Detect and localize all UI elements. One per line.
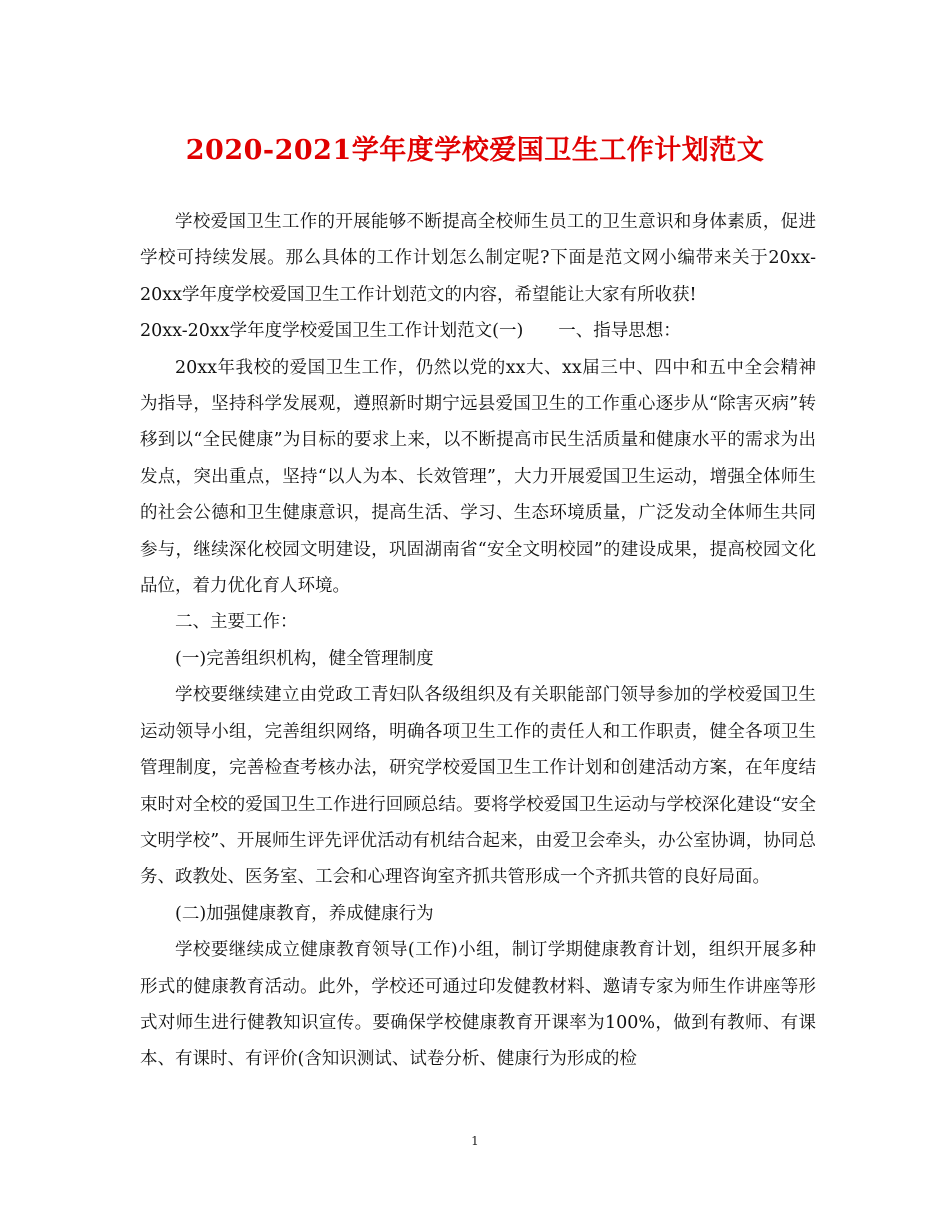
paragraph-intro: 学校爱国卫生工作的开展能够不断提高全校师生员工的卫生意识和身体素质，促进学校可持续发展。那么具体的工作计划怎么制定呢?下面是范文网小编带来关于20xx-20xx学年度学校爱国卫生工作计划范文的内容，希望能让大家有所收获! (140, 212, 816, 305)
paragraph-subheading-2: (二)加强健康教育，养成健康行为 (175, 903, 434, 924)
paragraph-health-education: 学校要继续成立健康教育领导(工作)小组，制订学期健康教育计划，组织开展多种形式的健康教育活动。此外，学校还可通过印发健教材料、邀请专家为师生作讲座等形式对师生进行健教知识宣传。要确保学校健康教育开课率为100%，做到有教师、有课本、有课时、有评价(含知识测试、试卷分析、健康行为形成的检 (140, 940, 816, 1070)
document-body (140, 204, 816, 1078)
paragraph-main-work-heading: 二、主要工作： (175, 612, 298, 633)
page-number: 1 (471, 1134, 479, 1148)
document-title: 2020-2021学年度学校爱国卫生工作计划范文 (185, 135, 765, 166)
paragraph-guiding-ideology: 20xx年我校的爱国卫生工作，仍然以党的xx大、xx届三中、四中和五中全会精神为指导，坚持科学发展观，遵照新时期宁远县爱国卫生的工作重心逐步从“除害灭病”转移到以“全民健康”为目标的要求上来，以不断提高市民生活质量和健康水平的需求为出发点，突出重点，坚持“以人为本、长效管理”，大力开展爱国卫生运动，增强全体师生的社会公德和卫生健康意识，提高生活、学习、生态环境质量，广泛发动全体师生共同参与，继续深化校园文明建设，巩固湖南省“安全文明校园”的建设成果，提高校园文化品位，着力优化育人环境。 (140, 357, 816, 597)
paragraph-section-heading: 20xx-20xx学年度学校爱国卫生工作计划范文(一) 一、指导思想： (140, 321, 681, 342)
paragraph-subheading-1: (一)完善组织机构，健全管理制度 (175, 648, 434, 669)
paragraph-organization: 学校要继续建立由党政工青妇队各级组织及有关职能部门领导参加的学校爱国卫生运动领导小组，完善组织网络，明确各项卫生工作的责任人和工作职责，健全各项卫生管理制度，完善检查考核办法，研究学校爱国卫生工作计划和创建活动方案，在年度结束时对全校的爱国卫生工作进行回顾总结。要将学校爱国卫生运动与学校深化建设“安全文明学校”、开展师生评先评优活动有机结合起来，由爱卫会牵头，办公室协调，协同总务、政教处、医务室、工会和心理咨询室齐抓共管形成一个齐抓共管的良好局面。 (140, 685, 816, 888)
